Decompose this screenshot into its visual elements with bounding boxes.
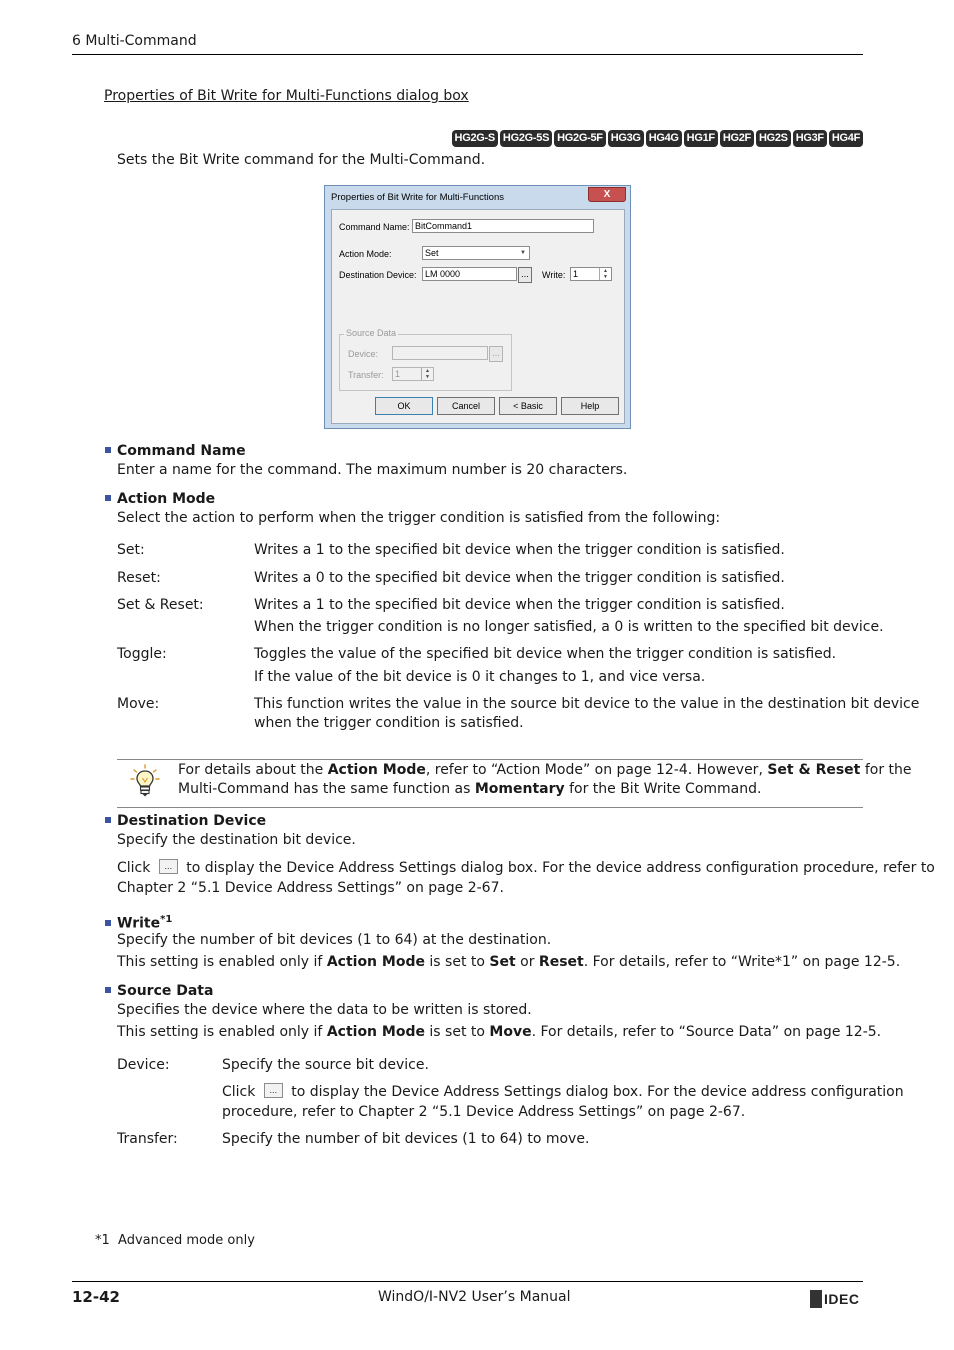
model-badge: HG4F <box>829 130 863 147</box>
def-move-1: This function writes the value in the source bit device to the value in the destination bit device <box>254 696 920 712</box>
model-badge: HG2G-5S <box>500 130 552 147</box>
logo-text: IDEC <box>824 1291 860 1307</box>
write-stepper[interactable] <box>570 267 612 281</box>
spin-down-icon: ▼ <box>603 274 608 280</box>
heading-text: Command Name <box>117 443 246 459</box>
note-line-2: Multi-Command has the same function as Momentary for the Bit Write Command. <box>178 781 762 797</box>
def-transfer: Specify the number of bit devices (1 to 64) to move. <box>222 1131 590 1147</box>
write-enabled-line: This setting is enabled only if Action Mode is set to Set or Reset. For details, refer to “Write*1” on page 12-5. <box>117 954 901 970</box>
dialog-body <box>331 209 625 424</box>
bullet-icon <box>105 447 111 453</box>
spin-up-icon: ▲ <box>425 368 430 374</box>
def-device: Specify the source bit device. <box>222 1057 429 1073</box>
action-mode-select[interactable] <box>422 246 530 260</box>
ok-button[interactable]: OK <box>375 397 433 415</box>
dialog-title: Properties of Bit Write for Multi-Functions <box>331 192 504 203</box>
def-move-2: when the trigger condition is satisfied. <box>254 715 524 731</box>
idec-logo <box>810 1290 859 1308</box>
def-reset: Writes a 0 to the specified bit device when the trigger condition is satisfied. <box>254 570 785 586</box>
note-line-1: For details about the Action Mode, refer to “Action Mode” on page 12-4. However, Set & Reset for the <box>178 762 912 778</box>
note-bottom-rule <box>117 807 863 808</box>
command-name-desc: Enter a name for the command. The maximum number is 20 characters. <box>117 462 628 478</box>
model-badge: HG4G <box>646 130 682 147</box>
term-move: Move: <box>117 696 160 712</box>
dialog-close-button[interactable]: X <box>588 187 626 202</box>
action-mode-label: Action Mode: <box>339 249 392 259</box>
manual-title: WindO/I-NV2 User’s Manual <box>378 1289 571 1305</box>
model-badge: HG3F <box>793 130 827 147</box>
bullet-icon <box>105 495 111 501</box>
destination-device-heading <box>105 811 266 831</box>
command-name-heading <box>105 441 246 461</box>
model-badge: HG2G-5F <box>554 130 606 147</box>
term-set-reset: Set & Reset: <box>117 597 204 613</box>
bullet-icon <box>105 987 111 993</box>
help-button[interactable]: Help <box>561 397 619 415</box>
chevron-down-icon: ▼ <box>520 250 526 256</box>
section-title-link[interactable]: Properties of Bit Write for Multi-Functions dialog box <box>104 88 469 104</box>
browse-button-icon: ... <box>264 1083 283 1098</box>
write-desc: Specify the number of bit devices (1 to 64) at the destination. <box>117 932 552 948</box>
heading-text: Source Data <box>117 983 214 999</box>
bullet-icon <box>105 920 111 926</box>
term-transfer: Transfer: <box>117 1131 178 1147</box>
def-set-reset-1: Writes a 1 to the specified bit device when the trigger condition is satisfied. <box>254 597 785 613</box>
write-spin-buttons[interactable] <box>599 268 611 280</box>
destination-device-input[interactable]: LM 0000 <box>422 267 517 281</box>
lightbulb-icon <box>130 764 160 798</box>
chapter-header: 6 Multi-Command <box>72 33 197 49</box>
spin-down-icon: ▼ <box>425 374 430 380</box>
transfer-stepper[interactable] <box>392 367 434 381</box>
header-rule <box>72 54 863 55</box>
model-badge: HG2F <box>720 130 754 147</box>
footnote: *1 Advanced mode only <box>95 1233 255 1248</box>
model-badge: HG3G <box>608 130 644 147</box>
page-number: 12-42 <box>72 1288 120 1306</box>
source-device-input[interactable] <box>392 346 488 360</box>
destination-click-line-2: Chapter 2 “5.1 Device Address Settings” on page 2-67. <box>117 880 504 896</box>
browse-button-icon: ... <box>159 859 178 874</box>
model-badge: HG2S <box>756 130 791 147</box>
term-device: Device: <box>117 1057 170 1073</box>
source-data-group-label: Source Data <box>346 328 397 338</box>
source-browse-button[interactable]: ... <box>489 346 503 362</box>
def-set-reset-2: When the trigger condition is no longer satisfied, a 0 is written to the specified bit device. <box>254 619 884 635</box>
command-name-input[interactable]: BitCommand1 <box>412 219 594 233</box>
intro-text: Sets the Bit Write command for the Multi-Command. <box>117 152 486 168</box>
write-label: Write: <box>542 270 566 280</box>
model-badge: HG1F <box>684 130 718 147</box>
model-badges <box>452 130 863 147</box>
heading-text: Destination Device <box>117 813 267 829</box>
destination-browse-button[interactable]: ... <box>518 267 532 283</box>
command-name-label: Command Name: <box>339 222 410 232</box>
bullet-icon <box>105 817 111 823</box>
source-data-group <box>339 334 512 391</box>
footer-rule <box>72 1281 863 1282</box>
cancel-button[interactable]: Cancel <box>437 397 495 415</box>
spin-up-icon: ▲ <box>603 268 608 274</box>
term-set: Set: <box>117 542 145 558</box>
basic-button[interactable]: < Basic <box>499 397 557 415</box>
footnote-ref: *1 <box>160 914 173 925</box>
write-value: 1 <box>573 269 579 279</box>
source-data-heading <box>105 981 213 1001</box>
source-data-enabled-line: This setting is enabled only if Action Mode is set to Move. For details, refer to “Source Data” on page 12-5. <box>117 1024 882 1040</box>
destination-device-desc: Specify the destination bit device. <box>117 832 356 848</box>
term-reset: Reset: <box>117 570 161 586</box>
destination-click-line: Click ... to display the Device Address Settings dialog box. For the device address configuration procedure, refer to <box>117 860 935 876</box>
transfer-label: Transfer: <box>348 370 384 380</box>
def-toggle-1: Toggles the value of the specified bit device when the trigger condition is satisfied. <box>254 646 837 662</box>
heading-text: Action Mode <box>117 491 216 507</box>
destination-device-label: Destination Device: <box>339 270 417 280</box>
heading-text: Write <box>117 915 161 932</box>
transfer-spin-buttons[interactable] <box>421 368 433 380</box>
bit-write-dialog <box>324 185 631 429</box>
transfer-value: 1 <box>395 369 401 379</box>
def-toggle-2: If the value of the bit device is 0 it changes to 1, and vice versa. <box>254 669 706 685</box>
logo-mark <box>810 1290 822 1308</box>
action-mode-heading <box>105 489 215 509</box>
model-badge: HG2G-S <box>452 130 498 147</box>
device-click-line: Click ... to display the Device Address Settings dialog box. For the device address configuration <box>222 1084 904 1100</box>
term-toggle: Toggle: <box>117 646 167 662</box>
action-mode-value: Set <box>425 248 439 258</box>
source-data-desc: Specifies the device where the data to be written is stored. <box>117 1002 532 1018</box>
source-device-label: Device: <box>348 349 379 359</box>
device-click-line-2: procedure, refer to Chapter 2 “5.1 Device Address Settings” on page 2-67. <box>222 1104 746 1120</box>
action-mode-desc: Select the action to perform when the trigger condition is satisfied from the following: <box>117 510 721 526</box>
def-set: Writes a 1 to the specified bit device when the trigger condition is satisfied. <box>254 542 785 558</box>
